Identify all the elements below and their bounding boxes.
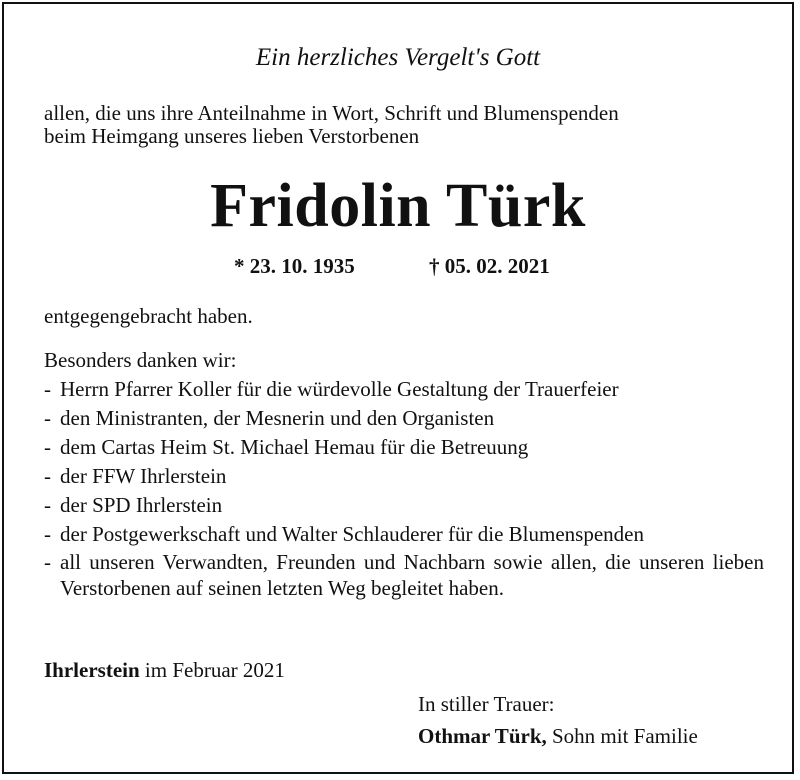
birth-date: * 23. 10. 1935 (234, 254, 355, 278)
dash-marker: - (44, 377, 51, 401)
thanks-section (44, 346, 764, 601)
thanks-item-text: den Ministranten, der Mesnerin und den Organisten (60, 406, 495, 430)
obituary-card (2, 2, 794, 774)
thanks-item-text: dem Cartas Heim St. Michael Hemau für die Betreuung (60, 435, 529, 459)
death-date: † 05. 02. 2021 (429, 254, 550, 278)
place-name: Ihrlerstein (44, 658, 140, 682)
thanks-list (44, 375, 764, 601)
dash-marker: - (44, 493, 51, 517)
mourners-block (418, 688, 698, 752)
intro-line: beim Heimgang unseres lieben Verstorbenen (44, 124, 420, 148)
thanks-item-text: der FFW Ihrlerstein (60, 464, 227, 488)
dash-marker: - (44, 435, 51, 459)
thanks-title: Besonders danken wir: (44, 348, 237, 372)
place-date: im Februar 2021 (144, 658, 285, 682)
outro-text: entgegengebracht haben. (44, 304, 253, 328)
intro-text (44, 102, 764, 148)
thanks-item (44, 433, 764, 462)
dash-marker: - (44, 464, 51, 488)
thanks-item (44, 462, 764, 491)
thanks-item (44, 549, 764, 601)
dash-marker: - (44, 550, 51, 574)
intro-line: allen, die uns ihre Anteilnahme in Wort, Schrift und Blumenspenden (44, 101, 619, 125)
thanks-item-text: Herrn Pfarrer Koller für die würdevolle Gestaltung der Trauerfeier (60, 377, 619, 401)
grief-label: In stiller Trauer: (418, 692, 555, 716)
thanks-item-text: der Postgewerkschaft und Walter Schlauderer für die Blumenspenden (60, 522, 644, 546)
mourner-line (418, 720, 698, 752)
dash-marker: - (44, 522, 51, 546)
thanks-item (44, 404, 764, 433)
mourner-relation: Sohn mit Familie (552, 724, 698, 748)
thanks-heading: Ein herzliches Vergelt's Gott (255, 44, 541, 71)
deceased-name: Fridolin Türk (210, 172, 586, 240)
thanks-item-text: all unseren Verwandten, Freunden und Nachbarn sowie allen, die unseren lieben Verstorbenen auf seinen letzten Weg begleitet haben. (60, 550, 764, 600)
place-line (44, 658, 285, 683)
thanks-item (44, 375, 764, 404)
thanks-item-text: der SPD Ihrlerstein (60, 493, 223, 517)
mourner-name: Othmar Türk, (418, 724, 547, 748)
thanks-item (44, 520, 764, 549)
dash-marker: - (44, 406, 51, 430)
thanks-item (44, 491, 764, 520)
